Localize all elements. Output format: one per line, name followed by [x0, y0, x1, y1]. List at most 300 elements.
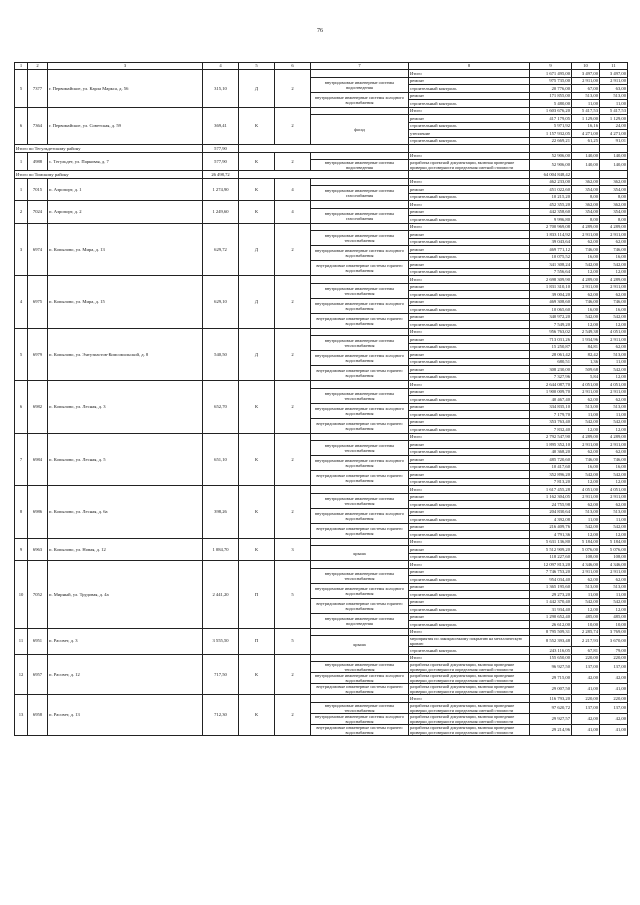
table-row — [15, 654, 628, 662]
cost-value: 308 230,00 — [530, 366, 572, 374]
cost-item: Итого — [409, 433, 530, 441]
unit-cost: 4 289,00 — [572, 433, 600, 441]
cost-item: строительный контроль — [409, 478, 530, 486]
cost-value: 7 746 753,20 — [530, 568, 572, 576]
unit-cost: 16,00 — [572, 463, 600, 471]
unit-cost: 62,00 — [572, 291, 600, 299]
work-type: внутридомовые инженерные системы теплоснабжения — [311, 231, 409, 246]
cost-item: строительный контроль — [409, 306, 530, 314]
max-unit-cost: 220,00 — [600, 654, 628, 662]
max-unit-cost: 137,00 — [600, 662, 628, 673]
unit-cost: 2 911,00 — [572, 231, 600, 239]
cost-item: строительный контроль — [409, 321, 530, 329]
unit-cost: 354,00 — [572, 186, 600, 194]
floor-count: 2 — [275, 328, 311, 381]
cost-item: строительный контроль — [409, 647, 530, 655]
unit-cost: 542,00 — [572, 418, 600, 426]
max-unit-cost: 542,00 — [600, 523, 628, 531]
house-address: с. Тегульдет, ул. Парковая, д. 7 — [48, 152, 203, 171]
table-row — [15, 433, 628, 441]
cost-value: 340 972,20 — [530, 313, 572, 321]
unit-cost: 5 184,00 — [572, 538, 600, 546]
row-number: 13 — [15, 695, 28, 736]
cost-value: 7 556,64 — [530, 268, 572, 276]
max-unit-cost: 11,00 — [600, 516, 628, 524]
floor-count: 5 — [275, 628, 311, 654]
cost-item: строительный контроль — [409, 621, 530, 629]
floor-count: 2 — [275, 695, 311, 736]
unit-cost: 62,00 — [572, 396, 600, 404]
work-type: внутридомовые инженерные системы холодного водоснабжения — [311, 403, 409, 418]
cost-value: 7 813,20 — [530, 478, 572, 486]
cost-item: строительный контроль — [409, 291, 530, 299]
max-unit-cost: 2 911,00 — [600, 77, 628, 85]
work-type: внутридомовые инженерные системы холодного водоснабжения — [311, 583, 409, 598]
column-number: 5 — [239, 63, 275, 70]
work-type-spacer — [311, 561, 409, 569]
floor-count: 3 — [275, 538, 311, 561]
table-row — [15, 695, 628, 703]
max-unit-cost: 62,00 — [600, 501, 628, 509]
work-type: внутридомовые инженерные системы теплоснабжения — [311, 441, 409, 456]
unit-cost: 82,42 — [572, 351, 600, 359]
cost-value: 334 835,10 — [530, 403, 572, 411]
cost-item: ремонт — [409, 583, 530, 591]
cost-item: разработка проектной документации, включая проведение проверки достоверности определения сметной стоимости — [409, 673, 530, 684]
cost-item: Итого — [409, 695, 530, 703]
cost-item: строительный контроль — [409, 100, 530, 108]
max-unit-cost: 10,00 — [600, 621, 628, 629]
row-number: 1 — [15, 178, 28, 201]
table-row — [15, 276, 628, 284]
unit-cost: 4 289,00 — [572, 276, 600, 284]
cost-value: 12 097 813,20 — [530, 561, 572, 569]
unit-cost: 4 289,00 — [572, 223, 600, 231]
cost-value: 1 162 304,05 — [530, 493, 572, 501]
cost-item: строительный контроль — [409, 238, 530, 246]
house-id: 6958 — [28, 695, 48, 736]
max-unit-cost: 1 129,00 — [600, 115, 628, 123]
cost-value: 1 442 370,40 — [530, 598, 572, 606]
unit-cost: 2 911,00 — [572, 493, 600, 501]
column-number: 6 — [275, 63, 311, 70]
max-unit-cost: 4 051,00 — [600, 381, 628, 389]
unit-cost: 137,00 — [572, 662, 600, 673]
house-area: 651,10 — [203, 433, 239, 486]
max-unit-cost: 5 417,53 — [600, 107, 628, 115]
cost-value: 8 552 393,48 — [530, 636, 572, 647]
cost-item — [409, 171, 530, 179]
max-unit-cost: 62,00 — [600, 343, 628, 351]
house-address: п. Копылово, ул. Лесная, д. 6а — [48, 486, 203, 539]
max-unit-cost: 2 911,00 — [600, 336, 628, 344]
cost-value: 5 631 136,80 — [530, 538, 572, 546]
max-unit-cost: 513,00 — [600, 583, 628, 591]
house-area: 1 274,90 — [203, 178, 239, 201]
max-unit-cost: 2 911,00 — [600, 231, 628, 239]
total-area: 577,90 — [203, 145, 239, 153]
district-total-label: Итого по Томскому району — [15, 171, 203, 179]
unit-cost: 746,00 — [572, 246, 600, 254]
unit-cost: 2 285,74 — [572, 628, 600, 636]
cost-item: Итого — [409, 561, 530, 569]
column-number: 10 — [572, 63, 600, 70]
cost-value: 5 480,00 — [530, 100, 572, 108]
cost-value: 1 831 310,10 — [530, 283, 572, 291]
work-type: внутридомовые инженерные системы холодного водоснабжения — [311, 713, 409, 724]
work-type-spacer — [311, 381, 409, 389]
work-type: внутридомовые инженерные системы теплоснабжения — [311, 283, 409, 298]
max-unit-cost: 485,00 — [600, 613, 628, 621]
cost-value: 1 365 195,60 — [530, 583, 572, 591]
unit-cost: 746,00 — [572, 456, 600, 464]
max-unit-cost: 3 769,00 — [600, 628, 628, 636]
max-unit-cost: 362,00 — [600, 201, 628, 209]
unit-cost: 509,68 — [572, 366, 600, 374]
max-unit-cost — [600, 171, 628, 179]
house-class: К — [239, 433, 275, 486]
cost-item: строительный контроль — [409, 396, 530, 404]
cost-value: 1 900 009,70 — [530, 388, 572, 396]
cost-value: 2 644 087,70 — [530, 381, 572, 389]
unit-cost: 362,00 — [572, 178, 600, 186]
column-number: 7 — [311, 63, 409, 70]
floor-count: 2 — [275, 433, 311, 486]
unit-cost: 42,00 — [572, 673, 600, 684]
cost-value: 216 409,76 — [530, 523, 572, 531]
work-type-spacer — [311, 695, 409, 703]
cost-value: 118 227,60 — [530, 553, 572, 561]
house-id: 6963 — [28, 538, 48, 561]
max-unit-cost: 513,00 — [600, 508, 628, 516]
table-row — [15, 70, 628, 78]
max-unit-cost: 542,00 — [600, 261, 628, 269]
max-unit-cost: 542,00 — [600, 471, 628, 479]
cost-value — [530, 145, 572, 153]
cost-value: 341 308,24 — [530, 261, 572, 269]
work-type: внутридомовые инженерные системы холодного водоснабжения — [311, 508, 409, 523]
cost-value: 452 355,20 — [530, 201, 572, 209]
max-unit-cost: 2 911,00 — [600, 568, 628, 576]
work-type: внутридомовые инженерные системы горячего водоснабжения — [311, 366, 409, 381]
max-unit-cost: 8,00 — [600, 193, 628, 201]
cost-item: Итого — [409, 178, 530, 186]
house-class: Д — [239, 70, 275, 108]
house-address: п. Рассвет, д. 3 — [48, 628, 203, 654]
cost-value: 1 833 114,92 — [530, 231, 572, 239]
cost-item: ремонт — [409, 231, 530, 239]
cost-value: 29 273,20 — [530, 591, 572, 599]
unit-cost: 137,00 — [572, 702, 600, 713]
cost-item: Итого — [409, 276, 530, 284]
column-number: 8 — [409, 63, 530, 70]
cost-value: 116 793,20 — [530, 695, 572, 703]
unit-cost: 542,00 — [572, 523, 600, 531]
house-area: 577,90 — [203, 152, 239, 171]
cost-item: мероприятия по лакокрасочному покрытию на металлическую кровлю — [409, 636, 530, 647]
table-row — [15, 328, 628, 336]
unit-cost: 4 051,00 — [572, 381, 600, 389]
max-unit-cost: 11,00 — [600, 100, 628, 108]
unit-cost: 2 911,00 — [572, 568, 600, 576]
work-type: внутридомовые инженерные системы холодного водоснабжения — [311, 351, 409, 366]
cost-value: 171 855,00 — [530, 92, 572, 100]
house-class: П — [239, 561, 275, 629]
max-unit-cost: 362,00 — [600, 178, 628, 186]
floor-count: 2 — [275, 654, 311, 695]
house-area: 1 084,70 — [203, 538, 239, 561]
max-unit-cost: 137,00 — [600, 702, 628, 713]
cost-item: ремонт — [409, 186, 530, 194]
work-type-spacer — [311, 654, 409, 662]
house-id: 6951 — [28, 628, 48, 654]
house-area: 2 441,20 — [203, 561, 239, 629]
work-type-spacer — [311, 628, 409, 636]
row-number: 5 — [15, 328, 28, 381]
house-class: К — [239, 107, 275, 145]
cost-item: Итого — [409, 201, 530, 209]
max-unit-cost: 12,00 — [600, 268, 628, 276]
floor-count: 2 — [275, 381, 311, 434]
cost-value: 2 700 969,08 — [530, 223, 572, 231]
unit-cost: 220,00 — [572, 654, 600, 662]
row-number: 6 — [15, 381, 28, 434]
floor-count: 2 — [275, 70, 311, 108]
max-unit-cost: 8,00 — [600, 216, 628, 224]
max-unit-cost: 24,00 — [600, 122, 628, 130]
cost-value: 4 392,08 — [530, 516, 572, 524]
max-unit-cost: 12,00 — [600, 606, 628, 614]
table-row — [15, 381, 628, 389]
cost-value: 28 061,42 — [530, 351, 572, 359]
unit-cost: 84,81 — [572, 343, 600, 351]
house-address: п. Копылово, ул. Мира, д. 13 — [48, 223, 203, 276]
row-number: 12 — [15, 654, 28, 695]
work-type: внутридомовые инженерные системы горячего водоснабжения — [311, 471, 409, 486]
max-unit-cost: 3 670,00 — [600, 636, 628, 647]
house-id: 6982 — [28, 381, 48, 434]
house-id: 7377 — [28, 70, 48, 108]
unit-cost: 11,00 — [572, 100, 600, 108]
max-unit-cost: 4 346,00 — [600, 561, 628, 569]
max-unit-cost: 91,01 — [600, 137, 628, 145]
cost-value: 2 698 309,90 — [530, 276, 572, 284]
max-unit-cost: 11,00 — [600, 411, 628, 419]
work-type: внутридомовые инженерные системы горячего водоснабжения — [311, 261, 409, 276]
table-row — [15, 628, 628, 636]
house-area: 629,72 — [203, 223, 239, 276]
cost-value: 1 603 676,20 — [530, 107, 572, 115]
cost-item: строительный контроль — [409, 268, 530, 276]
house-area: 1 249,60 — [203, 201, 239, 224]
work-type: внутридомовые инженерные системы теплоснабжения — [311, 388, 409, 403]
column-number: 9 — [530, 63, 572, 70]
max-unit-cost: 41,00 — [600, 684, 628, 695]
max-unit-cost: 12,00 — [600, 478, 628, 486]
table-row — [15, 201, 628, 209]
cost-item: строительный контроль — [409, 411, 530, 419]
cost-value: 39 004,20 — [530, 291, 572, 299]
unit-cost: 12,00 — [572, 478, 600, 486]
unit-cost: 513,00 — [572, 583, 600, 591]
cost-item: ремонт — [409, 493, 530, 501]
cost-value: 96 927,50 — [530, 662, 572, 673]
house-class: К — [239, 178, 275, 201]
unit-cost: 1,36 — [572, 358, 600, 366]
row-number: 11 — [15, 628, 28, 654]
unit-cost: 11,00 — [572, 591, 600, 599]
unit-cost: 67,81 — [572, 647, 600, 655]
cost-value: 7 549,20 — [530, 321, 572, 329]
max-unit-cost: 746,00 — [600, 298, 628, 306]
house-id: 7015 — [28, 178, 48, 201]
unit-cost: 41,00 — [572, 684, 600, 695]
max-unit-cost: 62,00 — [600, 238, 628, 246]
cost-value: 469 771,12 — [530, 246, 572, 254]
table-row — [15, 486, 628, 494]
unit-cost: 62,00 — [572, 238, 600, 246]
cost-value: 22 669,21 — [530, 137, 572, 145]
max-unit-cost: 12,00 — [600, 426, 628, 434]
cost-value: 4 791,36 — [530, 531, 572, 539]
column-number: 3 — [48, 63, 203, 70]
cost-value: 7 179,70 — [530, 411, 572, 419]
unit-cost: 513,00 — [572, 92, 600, 100]
floor-count: 4 — [275, 201, 311, 224]
floor-count: 2 — [275, 152, 311, 171]
work-type: внутридомовые инженерные системы горячего водоснабжения — [311, 313, 409, 328]
max-unit-cost: 62,00 — [600, 576, 628, 584]
work-type: внутридомовые инженерные системы газоснабжения — [311, 186, 409, 201]
work-type: внутридомовые инженерные системы горячего водоснабжения — [311, 598, 409, 613]
floor-count: 2 — [275, 223, 311, 276]
house-address: п. Копылово, ул. Мира, д. 15 — [48, 276, 203, 329]
work-type-spacer — [311, 152, 409, 160]
cost-item: строительный контроль — [409, 85, 530, 93]
row-number: 7 — [15, 433, 28, 486]
max-unit-cost: 354,00 — [600, 208, 628, 216]
row-number: 9 — [15, 538, 28, 561]
cost-value: 10 215,20 — [530, 193, 572, 201]
house-class: К — [239, 538, 275, 561]
cost-item: строительный контроль — [409, 516, 530, 524]
work-type: внутридомовые инженерные системы холодного водоснабжения — [311, 456, 409, 471]
house-class: К — [239, 486, 275, 539]
max-unit-cost: 542,00 — [600, 598, 628, 606]
max-unit-cost: 542,00 — [600, 418, 628, 426]
work-type-spacer — [311, 223, 409, 231]
unit-cost: 746,00 — [572, 298, 600, 306]
cost-item: Итого — [409, 223, 530, 231]
work-type: внутридомовые инженерные системы водоотведения — [311, 613, 409, 628]
cost-item: Итого — [409, 152, 530, 160]
cost-item: ремонт — [409, 613, 530, 621]
cost-item: строительный контроль — [409, 358, 530, 366]
cost-item: строительный контроль — [409, 501, 530, 509]
cost-value: 7 832,40 — [530, 426, 572, 434]
floor-count: 2 — [275, 107, 311, 145]
work-type: внутридомовые инженерные системы теплоснабжения — [311, 336, 409, 351]
house-area: 3 555,50 — [203, 628, 239, 654]
district-total-row — [15, 145, 628, 153]
column-numbers-row — [15, 63, 628, 70]
cost-value: 1 895 352,10 — [530, 441, 572, 449]
repair-register-table — [14, 62, 628, 736]
house-area: 398,26 — [203, 486, 239, 539]
cost-item — [409, 145, 530, 153]
table-row — [15, 178, 628, 186]
unit-cost: 2 911,00 — [572, 283, 600, 291]
cost-item: строительный контроль — [409, 373, 530, 381]
cost-item: ремонт — [409, 388, 530, 396]
cost-item: ремонт — [409, 351, 530, 359]
max-unit-cost: 42,00 — [600, 673, 628, 684]
work-type-spacer — [311, 70, 409, 78]
cost-item: Итого — [409, 654, 530, 662]
column-number: 4 — [203, 63, 239, 70]
house-class: Д — [239, 328, 275, 381]
cost-item: Итого — [409, 328, 530, 336]
table-body — [15, 63, 628, 736]
cost-value: 31 934,40 — [530, 606, 572, 614]
row-number: 6 — [15, 107, 28, 145]
page-number: 76 — [317, 28, 323, 34]
max-unit-cost: 4 051,00 — [600, 486, 628, 494]
cost-value: 353 763,40 — [530, 418, 572, 426]
cost-value: 713 031,26 — [530, 336, 572, 344]
cost-value: 1 671 495,00 — [530, 70, 572, 78]
max-unit-cost: 513,00 — [600, 351, 628, 359]
unit-cost: 16,16 — [572, 122, 600, 130]
cost-item: ремонт — [409, 298, 530, 306]
work-type: внутридомовые инженерные системы теплоснабжения — [311, 568, 409, 583]
unit-cost: 12,00 — [572, 606, 600, 614]
house-id: 6984 — [28, 433, 48, 486]
cost-value: 155 650,00 — [530, 654, 572, 662]
cost-item: строительный контроль — [409, 591, 530, 599]
cost-value: 680,51 — [530, 358, 572, 366]
max-unit-cost: 746,00 — [600, 246, 628, 254]
floor-count: 5 — [275, 561, 311, 629]
column-number: 1 — [15, 63, 28, 70]
cost-item: Итого — [409, 107, 530, 115]
unit-cost: 513,00 — [572, 403, 600, 411]
unit-cost: 3 497,00 — [572, 70, 600, 78]
cost-item: ремонт — [409, 418, 530, 426]
house-area: 652,70 — [203, 381, 239, 434]
cost-value: 52 906,00 — [530, 160, 572, 171]
cost-item: строительный контроль — [409, 553, 530, 561]
house-id: 7052 — [28, 561, 48, 629]
unit-cost: 12,00 — [572, 531, 600, 539]
max-unit-cost: 5 184,00 — [600, 538, 628, 546]
work-type: внутридомовые инженерные системы холодного водоснабжения — [311, 92, 409, 107]
unit-cost: 1 129,00 — [572, 115, 600, 123]
max-unit-cost: 4 289,00 — [600, 276, 628, 284]
max-unit-cost: 4 271,00 — [600, 130, 628, 138]
work-type-spacer — [311, 178, 409, 186]
house-address: г. Первомайское, ул. Карла Маркса, д. 56 — [48, 70, 203, 108]
cost-value: 29 927,57 — [530, 713, 572, 724]
work-type: фасад — [311, 115, 409, 145]
unit-cost: 16,00 — [572, 253, 600, 261]
cost-value: 469 308,60 — [530, 298, 572, 306]
unit-cost: 2 911,00 — [572, 388, 600, 396]
unit-cost: 362,00 — [572, 201, 600, 209]
max-unit-cost: 16,00 — [600, 253, 628, 261]
house-area: 717,50 — [203, 654, 239, 695]
house-address: п. Рассвет, д. 13 — [48, 695, 203, 736]
